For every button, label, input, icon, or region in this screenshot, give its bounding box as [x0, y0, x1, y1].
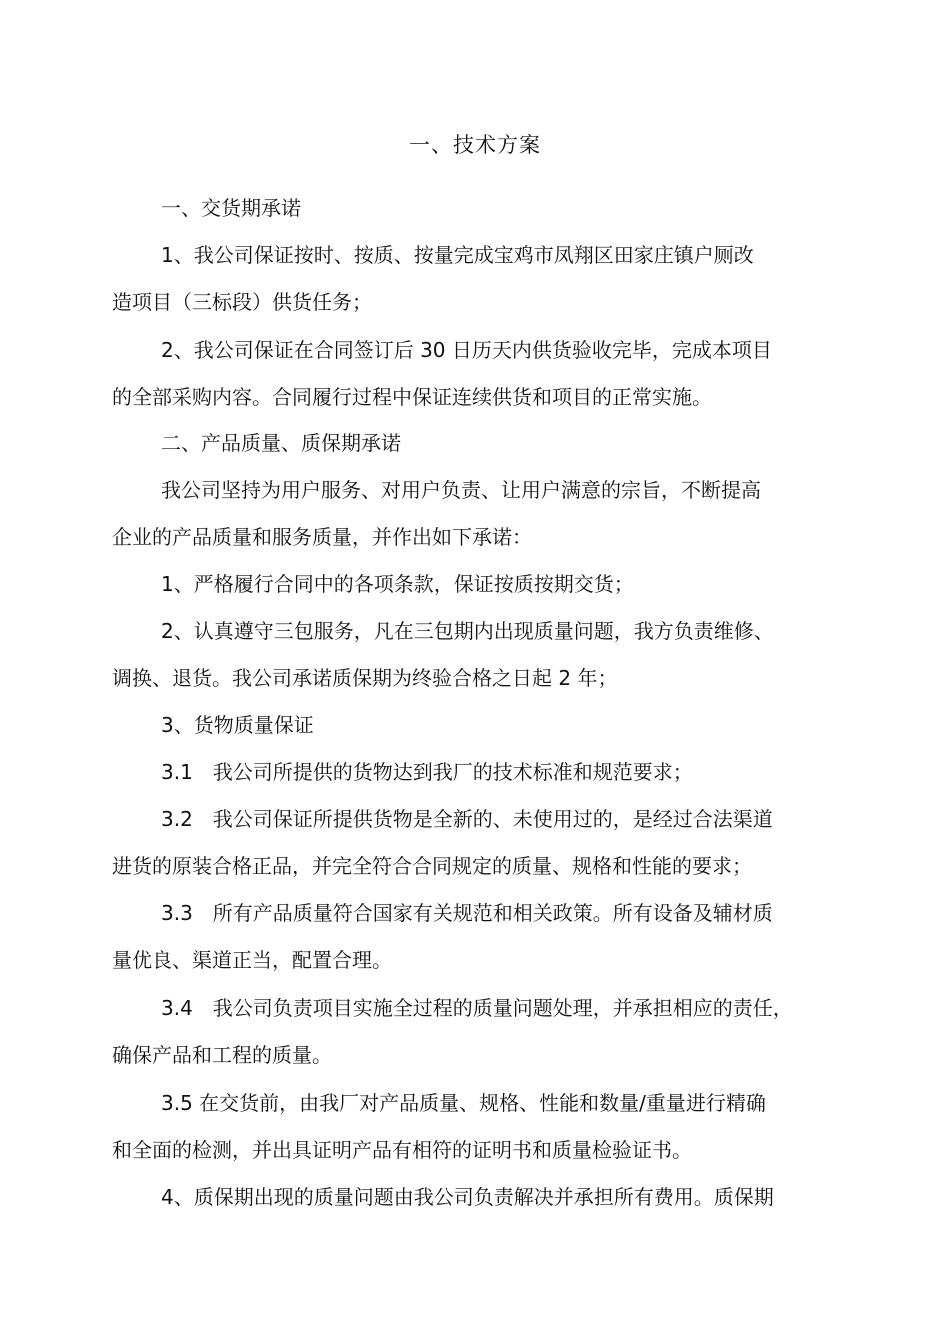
paragraph-quality-1 [112, 561, 842, 608]
paragraph-quality-3-3 [112, 890, 842, 984]
text-line: 二、产品质量、质保期承诺 [161, 431, 401, 455]
section-heading-quality [112, 420, 842, 467]
paragraph-delivery-1 [112, 232, 842, 326]
document-title: 一、技术方案 [409, 133, 541, 157]
text-line: 造项目（三标段）供货任务； [112, 290, 372, 314]
text-line: 2、认真遵守三包服务，凡在三包期内出现质量问题，我方负责维修、 [161, 619, 774, 643]
text-line: 的全部采购内容。合同履行过程中保证连续供货和项目的正常实施。 [112, 385, 712, 409]
paragraph-quality-4 [112, 1174, 842, 1221]
paragraph-quality-intro [112, 467, 842, 561]
text-line: 3、货物质量保证 [161, 713, 314, 737]
section-heading-delivery [112, 185, 842, 232]
text-line: 3.2 我公司保证所提供货物是全新的、未使用过的，是经过合法渠道 [161, 807, 773, 831]
text-line: 一、交货期承诺 [161, 196, 301, 220]
paragraph-quality-3-1 [112, 749, 842, 796]
text-line: 1、我公司保证按时、按质、按量完成宝鸡市凤翔区田家庄镇户厕改 [161, 243, 754, 267]
text-line: 3.4 我公司负责项目实施全过程的质量问题处理，并承担相应的责任， [161, 996, 793, 1020]
paragraph-quality-3 [112, 702, 842, 749]
paragraph-quality-3-5 [112, 1080, 842, 1174]
text-line: 2、我公司保证在合同签订后 30 日历天内供货验收完毕，完成本项目 [161, 338, 772, 362]
paragraph-quality-2 [112, 608, 842, 702]
paragraph-delivery-2 [112, 327, 842, 421]
text-line: 4、质保期出现的质量问题由我公司负责解决并承担所有费用。质保期 [161, 1185, 774, 1209]
text-line: 1、严格履行合同中的各项条款，保证按质按期交货； [161, 572, 634, 596]
text-line: 我公司坚持为用户服务、对用户负责、让用户满意的宗旨，不断提高 [161, 478, 761, 502]
paragraph-quality-3-4 [112, 985, 842, 1079]
text-line: 确保产品和工程的质量。 [112, 1043, 332, 1067]
text-line: 调换、退货。我公司承诺质保期为终验合格之日起 2 年； [112, 666, 618, 690]
text-line: 和全面的检测，并出具证明产品有相符的证明书和质量检验证书。 [112, 1138, 692, 1162]
text-line: 进货的原装合格正品，并完全符合合同规定的质量、规格和性能的要求； [112, 854, 752, 878]
text-line: 3.3 所有产品质量符合国家有关规范和相关政策。所有设备及辅材质 [161, 901, 773, 925]
paragraph-quality-3-2 [112, 796, 842, 890]
text-line: 3.1 我公司所提供的货物达到我厂的技术标准和规范要求； [161, 760, 693, 784]
text-line: 企业的产品质量和服务质量，并作出如下承诺： [112, 525, 532, 549]
text-line: 量优良、渠道正当，配置合理。 [112, 948, 392, 972]
text-line: 3.5 在交货前，由我厂对产品质量、规格、性能和数量/重量进行精确 [161, 1091, 766, 1115]
